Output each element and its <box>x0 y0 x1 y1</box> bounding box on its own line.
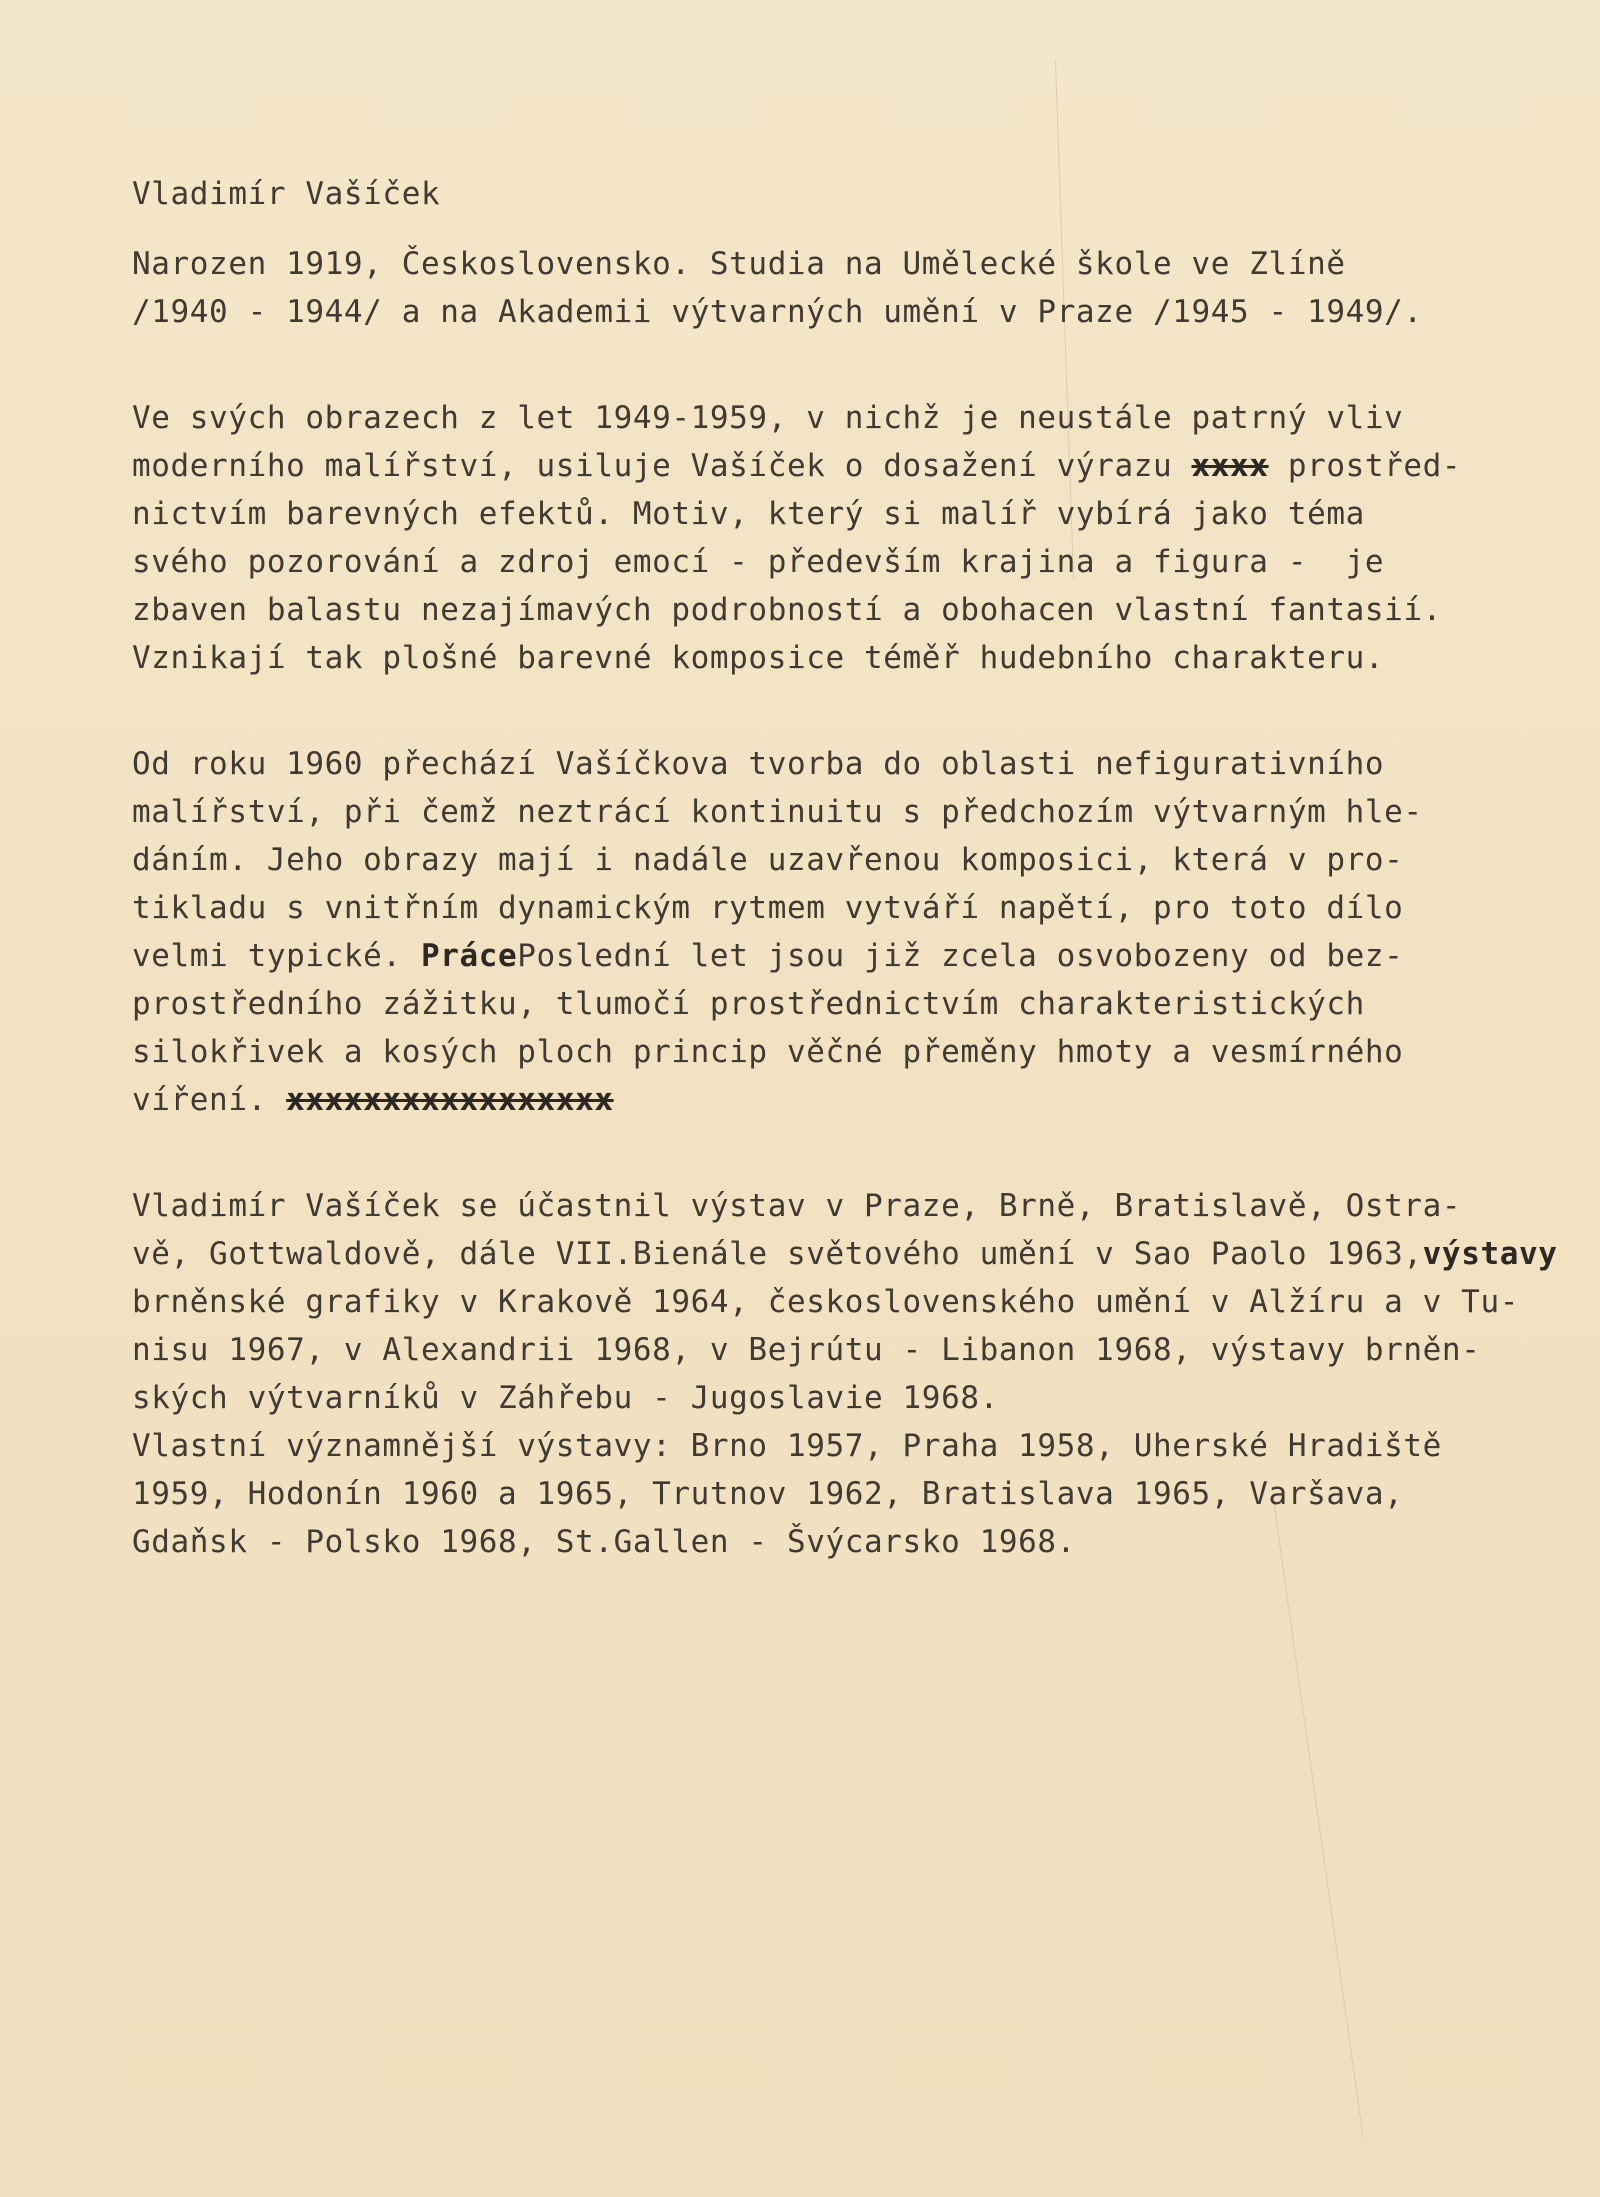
paragraph2-line3: nictvím barevných efektů. Motiv, který si malíř vybírá jako téma <box>132 496 1365 532</box>
paragraph2-line2-end: prostřed- <box>1287 448 1462 484</box>
paragraph3-line5-end: Poslední let jsou již zcela osvobozeny od bez- <box>517 938 1404 974</box>
paragraph3-line1: Od roku 1960 přechází Vašíčkova tvorba do oblasti nefigurativního <box>132 746 1385 782</box>
paragraph1-line1: Narozen 1919, Československo. Studia na Umělecké škole ve Zlíně <box>132 246 1346 282</box>
paragraph3-line5-start: velmi typické. <box>132 938 402 974</box>
paragraph4-line1: Vladimír Vašíček se účastnil výstav v Praze, Brně, Bratislavě, Ostra- <box>132 1188 1462 1224</box>
paragraph2-line2 <box>132 442 1532 490</box>
paper-crease <box>1273 1503 1363 2137</box>
paragraph3-line8 <box>132 1076 1532 1124</box>
paragraph2-line2-start: moderního malířství, usiluje Vašíček o dosažení výrazu <box>132 448 1173 484</box>
paragraph4-line4: nisu 1967, v Alexandrii 1968, v Bejrútu - Libanon 1968, výstavy brněn- <box>132 1332 1481 1368</box>
overtyped-word: Práce <box>420 938 518 974</box>
paragraph2-line5: zbaven balastu nezajímavých podrobností a obohacen vlastní fantasií. <box>132 592 1442 628</box>
paragraph4-line3: brněnské grafiky v Krakově 1964, československého umění v Alžíru a v Tu- <box>132 1284 1519 1320</box>
paragraph3-line6: prostředního zážitku, tlumočí prostřednictvím charakteristických <box>132 986 1365 1022</box>
paragraph2-line4: svého pozorování a zdroj emocí - především krajina a figura - je <box>132 544 1385 580</box>
paragraph4-line5: ských výtvarníků v Záhřebu - Jugoslavie 1968. <box>132 1380 999 1416</box>
paragraph4-line6: Vlastní významnější výstavy: Brno 1957, Praha 1958, Uherské Hradiště <box>132 1428 1442 1464</box>
paragraph4-line7: 1959, Hodonín 1960 a 1965, Trutnov 1962, Bratislava 1965, Varšava, <box>132 1476 1404 1512</box>
heading: Vladimír Vašíček <box>132 176 441 212</box>
paragraph1-line2: /1940 - 1944/ a na Akademii výtvarných umění v Praze /1945 - 1949/. <box>132 294 1423 330</box>
paragraph2-line1: Ve svých obrazech z let 1949-1959, v nichž je neustále patrný vliv <box>132 400 1404 436</box>
paragraph3-line2: malířství, při čemž neztrácí kontinuitu s předchozím výtvarným hle- <box>132 794 1423 830</box>
paragraph3-line4: tikladu s vnitřním dynamickým rytmem vytváří napětí, pro toto dílo <box>132 890 1404 926</box>
struck-tail: xxxxxxxxxxxxxxxxx <box>286 1082 614 1118</box>
paragraph4-line2-start: vě, Gottwaldově, dále VII.Bienále světového umění v Sao Paolo 1963, <box>132 1236 1423 1272</box>
paragraph3-line3: dáním. Jeho obrazy mají i nadále uzavřenou komposici, která v pro- <box>132 842 1404 878</box>
paragraph4-line2-end: výstavy <box>1422 1236 1558 1272</box>
paragraph3-line8-start: víření. <box>132 1082 267 1118</box>
paragraph4-line8: Gdaňsk - Polsko 1968, St.Gallen - Švýcarsko 1968. <box>132 1524 1076 1560</box>
paragraph3-line7: silokřivek a kosých ploch princip věčné přeměny hmoty a vesmírného <box>132 1034 1404 1070</box>
struck-word: xxxx <box>1191 448 1269 484</box>
typewritten-text <box>132 170 1558 1566</box>
paragraph4-line2 <box>132 1230 1558 1278</box>
paragraph3-line5 <box>132 932 1532 980</box>
paragraph2-line6: Vznikají tak plošné barevné komposice téměř hudebního charakteru. <box>132 640 1385 676</box>
